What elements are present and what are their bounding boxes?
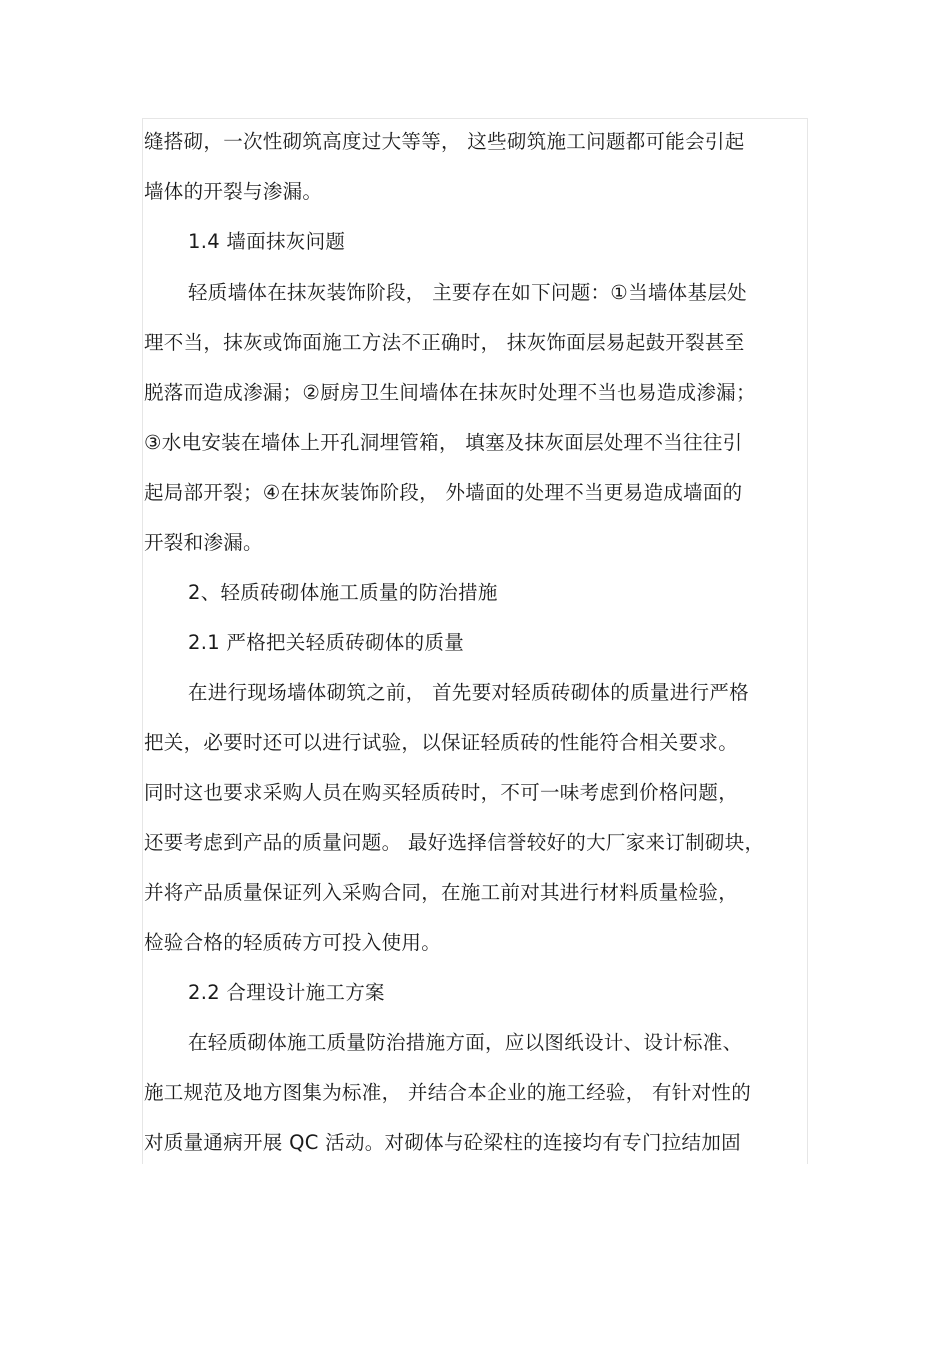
section-heading: 2.1 严格把关轻质砖砌体的质量 [188, 631, 465, 654]
body-line: 同时这也要求采购人员在购买轻质砖时，不可一味考虑到价格问题， [144, 781, 739, 804]
body-line: 起局部开裂；④在抹灰装饰阶段， 外墙面的处理不当更易造成墙面的 [144, 481, 743, 504]
body-line: 施工规范及地方图集为标准， 并结合本企业的施工经验， 有针对性的 [144, 1081, 751, 1104]
body-line: 在进行现场墙体砌筑之前， 首先要对轻质砖砌体的质量进行严格 [188, 681, 749, 704]
body-line: 并将产品质量保证列入采购合同，在施工前对其进行材料质量检验， [144, 881, 739, 904]
body-line: 缝搭砌，一次性砌筑高度过大等等， 这些砌筑施工问题都可能会引起 [144, 130, 745, 153]
body-line: 墙体的开裂与渗漏。 [144, 180, 323, 203]
body-line: 还要考虑到产品的质量问题。 最好选择信誉较好的大厂家来订制砌块， [144, 831, 765, 854]
body-line: 检验合格的轻质砖方可投入使用。 [144, 931, 442, 954]
body-line: 脱落而造成渗漏；②厨房卫生间墙体在抹灰时处理不当也易造成渗漏； [144, 381, 756, 404]
body-line: 对质量通病开展 QC 活动。对砌体与砼梁柱的连接均有专门拉结加固 [144, 1131, 741, 1154]
body-line: ③水电安装在墙体上开孔洞埋管箱， 填塞及抹灰面层处理不当往往引 [144, 431, 743, 454]
body-line: 理不当，抹灰或饰面施工方法不正确时， 抹灰饰面层易起鼓开裂甚至 [144, 331, 745, 354]
body-line: 在轻质砌体施工质量防治措施方面，应以图纸设计、设计标准、 [188, 1031, 743, 1054]
body-line: 轻质墙体在抹灰装饰阶段， 主要存在如下问题：①当墙体基层处 [188, 281, 747, 304]
body-line: 开裂和渗漏。 [144, 531, 263, 554]
section-heading: 1.4 墙面抹灰问题 [188, 230, 346, 253]
body-line: 把关，必要时还可以进行试验，以保证轻质砖的性能符合相关要求。 [144, 731, 739, 754]
section-heading: 2、轻质砖砌体施工质量的防治措施 [188, 581, 498, 604]
section-heading: 2.2 合理设计施工方案 [188, 981, 385, 1004]
